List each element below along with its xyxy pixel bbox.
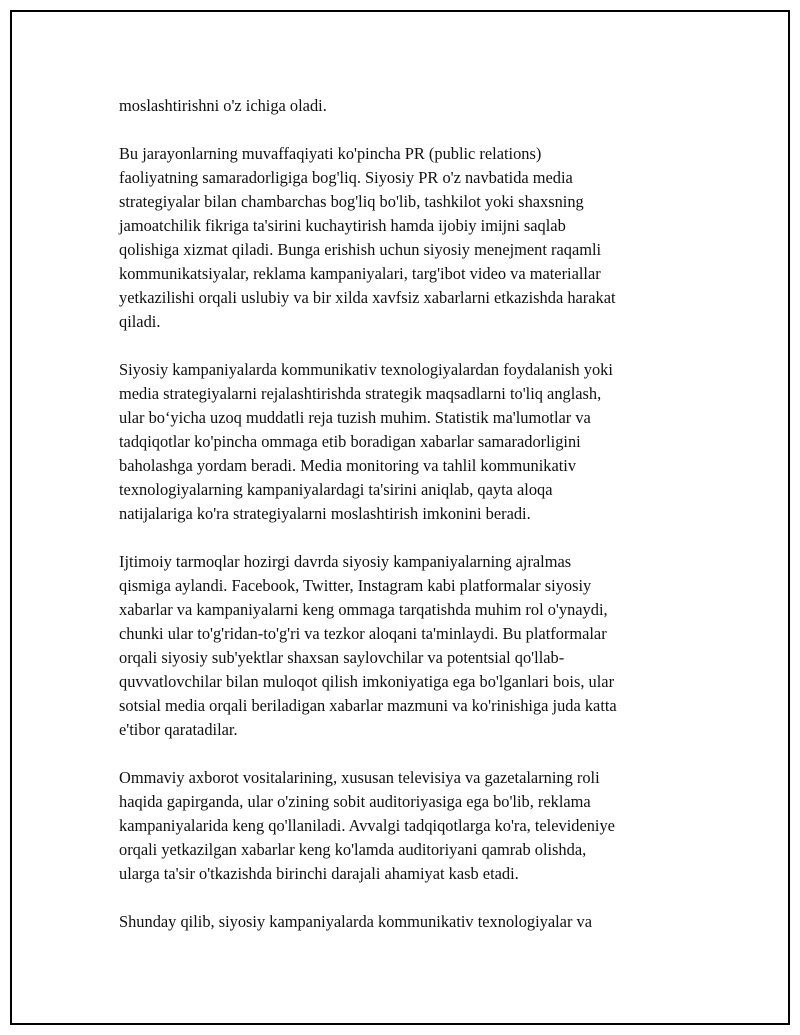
text-line: media strategiyalarni rejalashtirishda strategik maqsadlarni to'liq anglash, [119,384,602,403]
paragraph [119,766,689,886]
text-line: orqali yetkazilgan xabarlar keng ko'lamda auditoriyani qamrab olishda, [119,840,587,859]
text-line: moslashtirishni o'z ichiga oladi. [119,96,327,115]
text-line: texnologiyalarning kampaniyalardagi ta'sirini aniqlab, qayta aloqa [119,480,553,499]
text-line: Ijtimoiy tarmoqlar hozirgi davrda siyosiy kampaniyalarning ajralmas [119,552,572,571]
text-line: quvvatlovchilar bilan muloqot qilish imkoniyatiga ega bo'lganlari bois, ular [119,672,615,691]
text-line: kampaniyalarida keng qo'llaniladi. Avvalgi tadqiqotlarga ko'ra, televideniye [119,816,615,835]
paragraph [119,910,689,934]
paragraph [119,142,689,334]
document-body [119,94,689,958]
document-page [10,10,790,1025]
paragraph [119,358,689,526]
paragraph [119,550,689,742]
text-line: Bu jarayonlarning muvaffaqiyati ko'pincha PR (public relations) [119,144,542,163]
text-line: qolishiga xizmat qiladi. Bunga erishish uchun siyosiy menejment raqamli [119,240,602,259]
text-line: jamoatchilik fikriga ta'sirini kuchaytirish hamda ijobiy imijni saqlab [119,216,566,235]
text-line: Shunday qilib, siyosiy kampaniyalarda kommunikativ texnologiyalar va [119,912,592,931]
text-line: chunki ular to'g'ridan-to'g'ri va tezkor aloqani ta'minlaydi. Bu platformalar [119,624,607,643]
text-line: strategiyalar bilan chambarchas bog'liq bo'lib, tashkilot yoki shaxsning [119,192,584,211]
text-line: kommunikatsiyalar, reklama kampaniyalari, targ'ibot video va materiallar [119,264,601,283]
text-line: qismiga aylandi. Facebook, Twitter, Instagram kabi platformalar siyosiy [119,576,592,595]
text-line: faoliyatning samaradorligiga bog'liq. Siyosiy PR o'z navbatida media [119,168,573,187]
text-line: ular bo‘yicha uzoq muddatli reja tuzish muhim. Statistik ma'lumotlar va [119,408,591,427]
text-line: yetkazilishi orqali uslubiy va bir xilda xavfsiz xabarlarni etkazishda harakat [119,288,616,307]
text-line: Ommaviy axborot vositalarining, xususan televisiya va gazetalarning roli [119,768,600,787]
text-line: e'tibor qaratadilar. [119,720,238,739]
text-line: baholashga yordam beradi. Media monitoring va tahlil kommunikativ [119,456,577,475]
paragraph [119,94,689,118]
text-line: tadqiqotlar ko'pincha ommaga etib boradigan xabarlar samaradorligini [119,432,581,451]
text-line: ularga ta'sir o'tkazishda birinchi darajali ahamiyat kasb etadi. [119,864,519,883]
text-line: orqali siyosiy sub'yektlar shaxsan saylovchilar va potentsial qo'llab- [119,648,565,667]
text-line: sotsial media orqali beriladigan xabarlar mazmuni va ko'rinishiga juda katta [119,696,617,715]
text-line: qiladi. [119,312,161,331]
text-line: haqida gapirganda, ular o'zining sobit auditoriyasiga ega bo'lib, reklama [119,792,591,811]
text-line: natijalariga ko'ra strategiyalarni moslashtirish imkonini beradi. [119,504,531,523]
text-line: xabarlar va kampaniyalarni keng ommaga tarqatishda muhim rol o'ynaydi, [119,600,608,619]
text-line: Siyosiy kampaniyalarda kommunikativ texnologiyalardan foydalanish yoki [119,360,613,379]
